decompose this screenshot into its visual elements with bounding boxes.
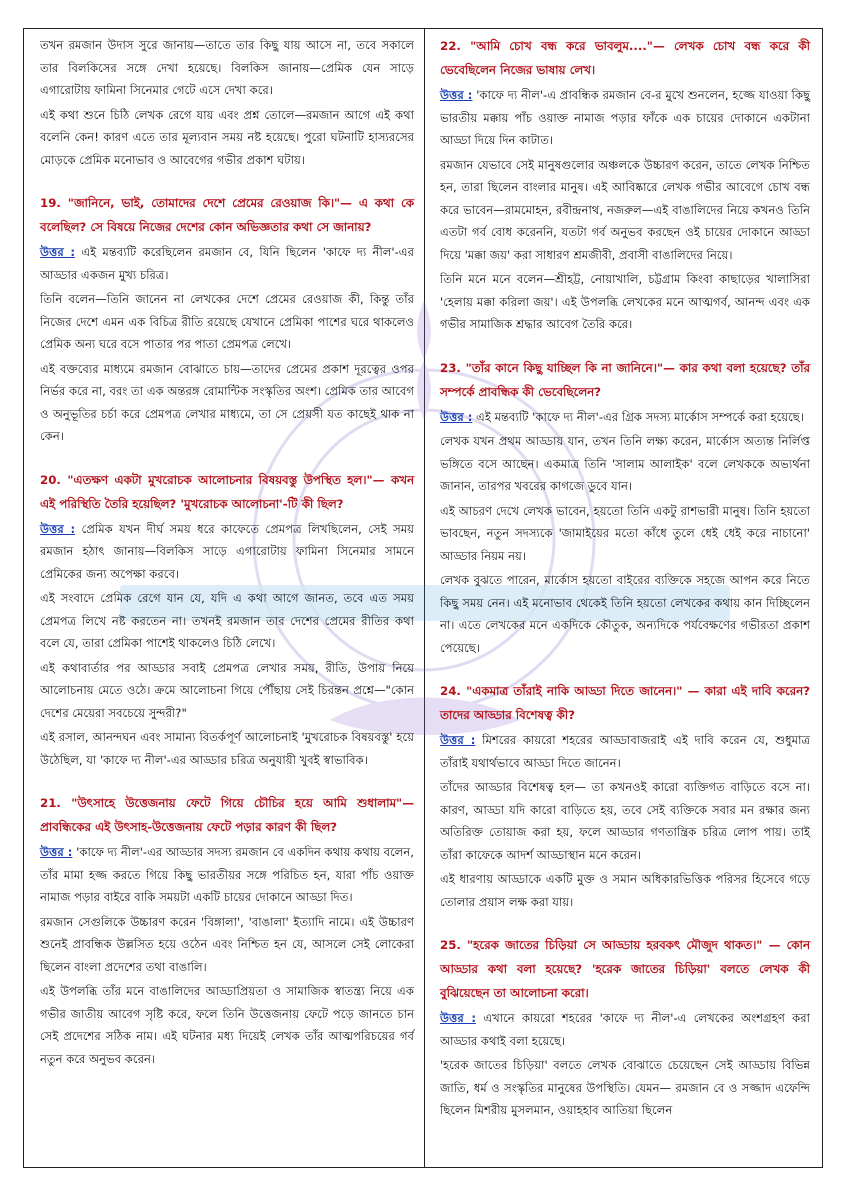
answer-21-first — [40, 841, 414, 909]
answer-23-text: এই মন্তব্যটি 'কাফে দ্য নীল'-এর গ্রিক সদস্য মার্কোস সম্পর্কে করা হয়েছে। — [472, 409, 804, 424]
answer-20-first — [40, 518, 414, 586]
right-column — [440, 34, 810, 1124]
answer-25-para-1: 'হরেক জাতের চিড়িয়া' বলতে লেখক বোঝাতে চেয়েছেন সেই আড্ডায় বিভিন্ন জাতি, ধর্ম ও সংস্কৃতির মানুষের উপস্থিতি। যেমন— রমজান বে ও সজ্জাদ এফেন্দি ছিলেন মিশরীয় মুসলমান, ওয়াহহাব আতিয়া ছিলেন — [440, 1058, 810, 1117]
answer-19-first — [40, 241, 414, 286]
answer-24-para-2: এই ধারণায় আড্ডাকে একটি মুক্ত ও সমান অধিকারভিত্তিক পরিসর হিসেবে গড়ে তোলার প্রয়াস লক্ষ করা যায়। — [440, 872, 810, 909]
answer-label: উত্তর : — [40, 521, 76, 536]
answer-24-para-1: তাঁদের আড্ডার বিশেষত্ব হল— তা কখনওই কারো ব্যক্তিগত বাড়িতে বসে না। কারণ, আড্ডা যদি কারো বাড়িতে হয়, তবে সেই ব্যক্তিকে সবার মন রক্ষার জন্য অতিরিক্ত তোয়াজ করা হয়, ফলে আড্ডার গণতান্ত্রিক চরিত্র লোপ পায়। তাই তাঁরা কাফেকে আদর্শ আড্ডাস্থান মনে করেন। — [440, 780, 810, 862]
answer-21-para-2: এই উপলব্ধি তাঁর মনে বাঙালিদের আড্ডাপ্রিয়তা ও সামাজিক স্বাতন্ত্র্য নিয়ে এক গভীর জাতীয় আবেগ সৃষ্টি করে, ফলে তিনি উত্তেজনায় ফেটে পড়ে জানতে চান সেই প্রদেশের সঠিক নাম। এই ঘটনার মধ্য দিয়েই লেখক তাঁর আত্মপরিচয়ের গর্ব নতুন করে অনুভব করেন। — [40, 984, 414, 1066]
answer-25-text: এখানে কায়রো শহরের 'কাফে দ্য নীল'-এ লেখকের অংশগ্রহণ করা আড্ডার কথাই বলা হয়েছে। — [440, 1011, 810, 1048]
answer-22-first — [440, 84, 810, 152]
answer-21-para-1: রমজান সেগুলিকে উচ্চারণ করেন 'বিঙ্গালা', 'বাঙালা' ইত্যাদি নামে। এই উচ্চারণ শুনেই প্রাবন্ধিক উল্লসিত হয়ে ওঠেন এবং নিশ্চিত হন যে, আসলে সেই লোকেরা ছিলেন বাংলা প্রদেশের তথা বাঙালি। — [40, 914, 414, 974]
answer-label: উত্তর : — [40, 245, 75, 259]
answer-22-para-2: তিনি মনে মনে বলেন—শ্রীহট্ট, নোয়াখালি, চট্টগ্রাম কিংবা কাছাড়ের খালাসিরা 'হেলায় মক্কা করিলা জয়'। এই উপলব্ধি লেখকের মনে আত্মগর্ব, আনন্দ এবং এক গভীর সামাজিক শ্রদ্ধার আবেগ তৈরি করে। — [440, 272, 810, 331]
answer-23-para-1: লেখক যখন প্রথম আড্ডায় যান, তখন তিনি লক্ষ্য করেন, মার্কোস অত্যন্ত নির্লিপ্ত ভঙ্গিতে বসে আছেন। একমাত্র তিনি 'সালাম আলাইক' বলে লেখককে অভ্যর্থনা জানান, তারপর খবরের কাগজে ডুবে যান। — [440, 434, 810, 493]
answer-20-para-2: এই কথাবার্তার পর আড্ডার সবাই প্রেমপত্র লেখার সময়, রীতি, উপায় নিয়ে আলোচনায় মেতে ওঠে। ক্রমে আলোচনা গিয়ে পৌঁছায় সেই চিরন্তন প্রশ্নে—"কোন দেশের মেয়েরা সবচেয়ে সুন্দরী?" — [40, 660, 414, 720]
question-22: 22. "আমি চোখ বন্ধ করে ভাবলুম...."— লেখক চোখ বন্ধ করে কী ভেবেছিলেন নিজের ভাষায় লেখ। — [440, 39, 810, 77]
question-23: 23. "তাঁর কানে কিছু যাচ্ছিল কি না জানিনে।"— কার কথা বলা হয়েছে? তাঁর সম্পর্কে প্রাবন্ধিক কী ভেবেছিলেন? — [440, 360, 810, 399]
answer-label: উত্তর : — [440, 409, 473, 424]
question-21: 21. "উৎসাহে উত্তেজনায় ফেটে গিয়ে চৌচির হয়ে আমি শুধালাম"— প্রাবন্ধিকের এই উৎসাহ-উত্তেজনায় ফেটে পড়ার কারণ কী ছিল? — [40, 796, 414, 834]
answer-label: উত্তর : — [440, 1011, 476, 1025]
answer-23-para-3: লেখক বুঝতে পারেন, মার্কোস হয়তো বাইরের ব্যক্তিকে সহজে আপন করে নিতে কিছু সময় নেন। এই মনোভাব থেকেই তিনি হয়তো লেখকের কথায় কান দিচ্ছিলেন না। এতে লেখকের মনে একদিকে কৌতুক, অন্যদিকে পর্যবেক্ষণের গভীরতা প্রকাশ পেয়েছে। — [440, 573, 810, 655]
answer-23-first — [440, 406, 810, 429]
answer-22-text: 'কাফে দ্য নীল'-এ প্রাবন্ধিক রমজান বে-র মুখে শুনলেন, হজ্জে যাওয়া কিছু ভারতীয় মক্কায় পাঁচ ওয়াক্ত নামাজ পড়ার ফাঁকে এক চায়ের দোকানে একটানা আড্ডা দিয়ে দিন কাটাত। — [440, 88, 811, 147]
answer-label: উত্তর : — [440, 88, 473, 102]
answer-19-text: এই মন্তব্যটি করেছিলেন রমজান বে, যিনি ছিলেন 'কাফে দ্য নীল'-এর আড্ডার একজন মুখ্য চরিত্র। — [40, 245, 414, 282]
intro-paragraph-2: এই কথা শুনে চিঠি লেখক রেগে যায় এবং প্রশ্ন তোলে—রমজান আগে এই কথা বলেনি কেন! কারণ এতে তার মূল্যবান সময় নষ্ট হয়েছে। পুরো ঘটনাটি হাস্যরসের মোড়কে প্রেমিক মনোভাব ও আবেগের গভীর প্রকাশ ঘটায়। — [40, 107, 414, 167]
question-24: 24. "একমাত্র তাঁরাই নাকি আড্ডা দিতে জানেন।" — কারা এই দাবি করেন? তাদের আড্ডার বিশেষত্ব কী? — [440, 684, 810, 722]
answer-19-para-1: তিনি বলেন—তিনি জানেন না লেখকের দেশে প্রেমের রেওয়াজ কী, কিন্তু তাঁর নিজের দেশে এমন এক বিচিত্র রীতি রয়েছে যেখানে প্রেমিকা পাশের ঘরে থাকলেও প্রেমিক অন্য ঘরে বসে পাতার পর পাতা প্রেমপত্র লেখে। — [40, 292, 414, 351]
question-19: 19. "জানিনে, ভাই, তোমাদের দেশে প্রেমের রেওয়াজ কি।"— এ কথা কে বলেছিল? সে বিষয়ে নিজের দেশের কোন অভিজ্ঞতার কথা সে জানায়? — [40, 196, 414, 234]
answer-label: উত্তর : — [440, 733, 476, 747]
answer-23-para-2: এই আচরণ দেখে লেখক ভাবেন, হয়তো তিনি একটু রাশভারী মানুষ। তিনি হয়তো ভাবছেন, নতুন সদস্যকে 'জামাইয়ের মতো কাঁধে তুলে ধেই ধেই করে নাচানো' আড্ডার নিয়ম নয়। — [440, 503, 810, 563]
question-20: 20. "এতক্ষণ একটা মুখরোচক আলোচনার বিষয়বস্তু উপস্থিত হল।"— কখন এই পরিস্থিতি তৈরি হয়েছিল? 'মুখরোচক আলোচনা'-টি কী ছিল? — [40, 472, 414, 511]
answer-21-text: 'কাফে দ্য নীল'-এর আড্ডার সদস্য রমজান বে একদিন কথায় কথায় বলেন, তাঁর মামা হজ্জ করতে গিয়ে কিছু ভারতীয়র সঙ্গে পরিচিত হন, যারা পাঁচ ওয়াক্ত নামাজ পড়ার বাইরে বাকি সময়টা একটি চায়ের দোকানে আড্ডা দিত। — [40, 845, 414, 904]
answer-20-para-1: এই সংবাদে প্রেমিক রেগে যান যে, যদি এ কথা আগে জানত, তবে এত সময় প্রেমপত্র লিখে নষ্ট করতেন না। তখনই রমজান তার দেশের প্রেমের রীতির কথা বলে যে, তারা প্রেমিকা পাশেই থাকলেও চিঠি লেখে। — [40, 591, 414, 650]
answer-20-text: প্রেমিক যখন দীর্ঘ সময় ধরে কাফেতে প্রেমপত্র লিখছিলেন, সেই সময় রমজান হঠাৎ জানায়—বিলকিস সাড়ে এগারোটায় ফামিনা সিনেমার সামনে প্রেমিকের জন্য অপেক্ষা করবে। — [40, 521, 414, 581]
answer-24-text: মিশরের কায়রো শহরের আড্ডাবাজরাই এই দাবি করেন যে, শুধুমাত্র তাঁরাই যথার্থভাবে আড্ডা দিতে জানেন। — [440, 733, 810, 770]
answer-20-para-3: এই রসাল, আনন্দঘন এবং সামান্য বিতর্কপূর্ণ আলোচনাই 'মুখরোচক বিষয়বস্তু' হয়ে উঠেছিল, যা 'কাফে দ্য নীল'-এর আড্ডার চরিত্র অনুযায়ী খুবই স্বাভাবিক। — [40, 730, 414, 767]
answer-22-para-1: রমজান যেভাবে সেই মানুষগুলোর অঞ্চলকে উচ্চারণ করেন, তাতে লেখক নিশ্চিত হন, তারা ছিলেন বাংলার মানুষ। এই আবিষ্কারে লেখক গভীর আবেগে চোখ বন্ধ করে ভাবেন—রামমোহন, রবীন্দ্রনাথ, নজরুল—এই বাঙালিদের নিয়ে কখনও তিনি এতটা গর্ব বোধ করেননি, যতটা গর্ব অনুভব করছেন ওই চায়ের দোকানে আড্ডা দিয়ে 'মক্কা জয়' করা সাধারণ শ্রমজীবী, প্রবাসী বাঙালিদের নিয়ে। — [440, 157, 810, 262]
intro-paragraph-1: তখন রমজান উদাস সুরে জানায়—তাতে তার কিছু যায় আসে না, তবে সকালে তার বিলকিসের সঙ্গে দেখা হয়েছে। বিলকিস জানায়—প্রেমিক যেন সাড়ে এগারোটায় ফামিনা সিনেমার গেটে এসে দেখা করে। — [40, 38, 414, 97]
answer-25-first — [440, 1007, 810, 1052]
question-25: 25. "হরেক জাতের চিড়িয়া সে আড্ডায় হরবকৎ মৌজুদ থাকত।" — কোন আড্ডার কথা বলা হয়েছে? 'হরেক জাতের চিড়িয়া' বলতে লেখক কী বুঝিয়েছেন তা আলোচনা করো। — [440, 938, 810, 1000]
answer-19-para-2: এই বক্তব্যের মাধ্যমে রমজান বোঝাতে চায়—তাদের প্রেমের প্রকাশ দূরত্বের ওপর নির্ভর করে না, বরং তা এক অন্তরঙ্গ রোমান্টিক সংস্কৃতির অংশ। প্রেমিক তার আবেগ ও অনুভূতির চর্চা করে প্রেমপত্র লেখার মাধ্যমে, তা সে প্রেয়সী যত কাছেই থাক না কেন। — [40, 361, 414, 443]
answer-label: উত্তর : — [40, 845, 73, 859]
answer-24-first — [440, 729, 810, 774]
left-column — [40, 34, 414, 1072]
column-divider — [424, 28, 425, 1168]
